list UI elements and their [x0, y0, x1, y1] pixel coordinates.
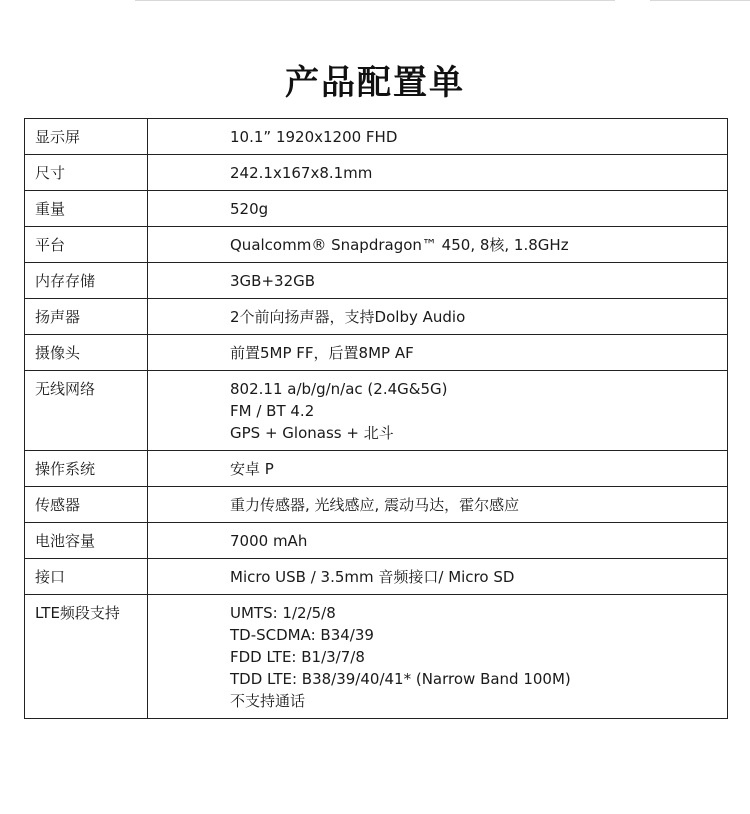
spec-table	[24, 118, 728, 719]
spec-value-line: FM / BT 4.2	[230, 402, 315, 420]
top-divider-right	[650, 0, 750, 1]
spec-label: 接口	[25, 559, 148, 595]
spec-value	[148, 371, 728, 451]
spec-value	[148, 263, 728, 299]
spec-label: 操作系统	[25, 451, 148, 487]
spec-value-line: Micro USB / 3.5mm 音频接口/ Micro SD	[230, 568, 515, 586]
spec-label: 传感器	[25, 487, 148, 523]
spec-value-line: Qualcomm® Snapdragon™ 450, 8核, 1.8GHz	[230, 236, 569, 254]
spec-value	[148, 451, 728, 487]
spec-row	[25, 191, 728, 227]
spec-value	[148, 523, 728, 559]
spec-value-line: 3GB+32GB	[230, 272, 316, 290]
spec-value	[148, 227, 728, 263]
spec-row	[25, 119, 728, 155]
spec-row	[25, 263, 728, 299]
spec-label: LTE频段支持	[25, 595, 148, 719]
spec-table-body	[25, 119, 728, 719]
spec-row	[25, 227, 728, 263]
spec-value-line: 7000 mAh	[230, 532, 308, 550]
spec-label: 显示屏	[25, 119, 148, 155]
spec-value-line: TD-SCDMA: B34/39	[230, 626, 374, 644]
spec-value-line: TDD LTE: B38/39/40/41* (Narrow Band 100M)	[230, 670, 571, 688]
spec-label: 内存存储	[25, 263, 148, 299]
spec-value-line: 2个前向扬声器，支持Dolby Audio	[230, 308, 466, 326]
spec-value-line: UMTS: 1/2/5/8	[230, 604, 336, 622]
spec-value-line: 520g	[230, 200, 269, 218]
spec-row	[25, 595, 728, 719]
spec-value	[148, 155, 728, 191]
spec-row	[25, 335, 728, 371]
spec-value-line: 安卓 P	[230, 460, 274, 478]
spec-value-line: 10.1” 1920x1200 FHD	[230, 128, 398, 146]
spec-label: 扬声器	[25, 299, 148, 335]
spec-row	[25, 451, 728, 487]
spec-value	[148, 595, 728, 719]
spec-row	[25, 299, 728, 335]
spec-row	[25, 559, 728, 595]
spec-value	[148, 487, 728, 523]
spec-value	[148, 299, 728, 335]
spec-row	[25, 155, 728, 191]
spec-value-line: 242.1x167x8.1mm	[230, 164, 373, 182]
page-title: 产品配置单	[285, 63, 465, 103]
spec-value	[148, 119, 728, 155]
spec-label: 重量	[25, 191, 148, 227]
spec-value	[148, 335, 728, 371]
spec-value-line: 802.11 a/b/g/n/ac (2.4G&5G)	[230, 380, 448, 398]
top-divider	[135, 0, 615, 1]
spec-label: 尺寸	[25, 155, 148, 191]
spec-row	[25, 487, 728, 523]
spec-row	[25, 371, 728, 451]
spec-value	[148, 559, 728, 595]
spec-value	[148, 191, 728, 227]
spec-value-line: GPS + Glonass + 北斗	[230, 424, 394, 442]
spec-label: 平台	[25, 227, 148, 263]
spec-label: 摄像头	[25, 335, 148, 371]
spec-value-line: FDD LTE: B1/3/7/8	[230, 648, 365, 666]
spec-label: 无线网络	[25, 371, 148, 451]
spec-row	[25, 523, 728, 559]
spec-value-line: 不支持通话	[230, 692, 306, 710]
spec-label: 电池容量	[25, 523, 148, 559]
spec-value-line: 重力传感器, 光线感应, 震动马达，霍尔感应	[230, 496, 520, 514]
spec-value-line: 前置5MP FF，后置8MP AF	[230, 344, 414, 362]
